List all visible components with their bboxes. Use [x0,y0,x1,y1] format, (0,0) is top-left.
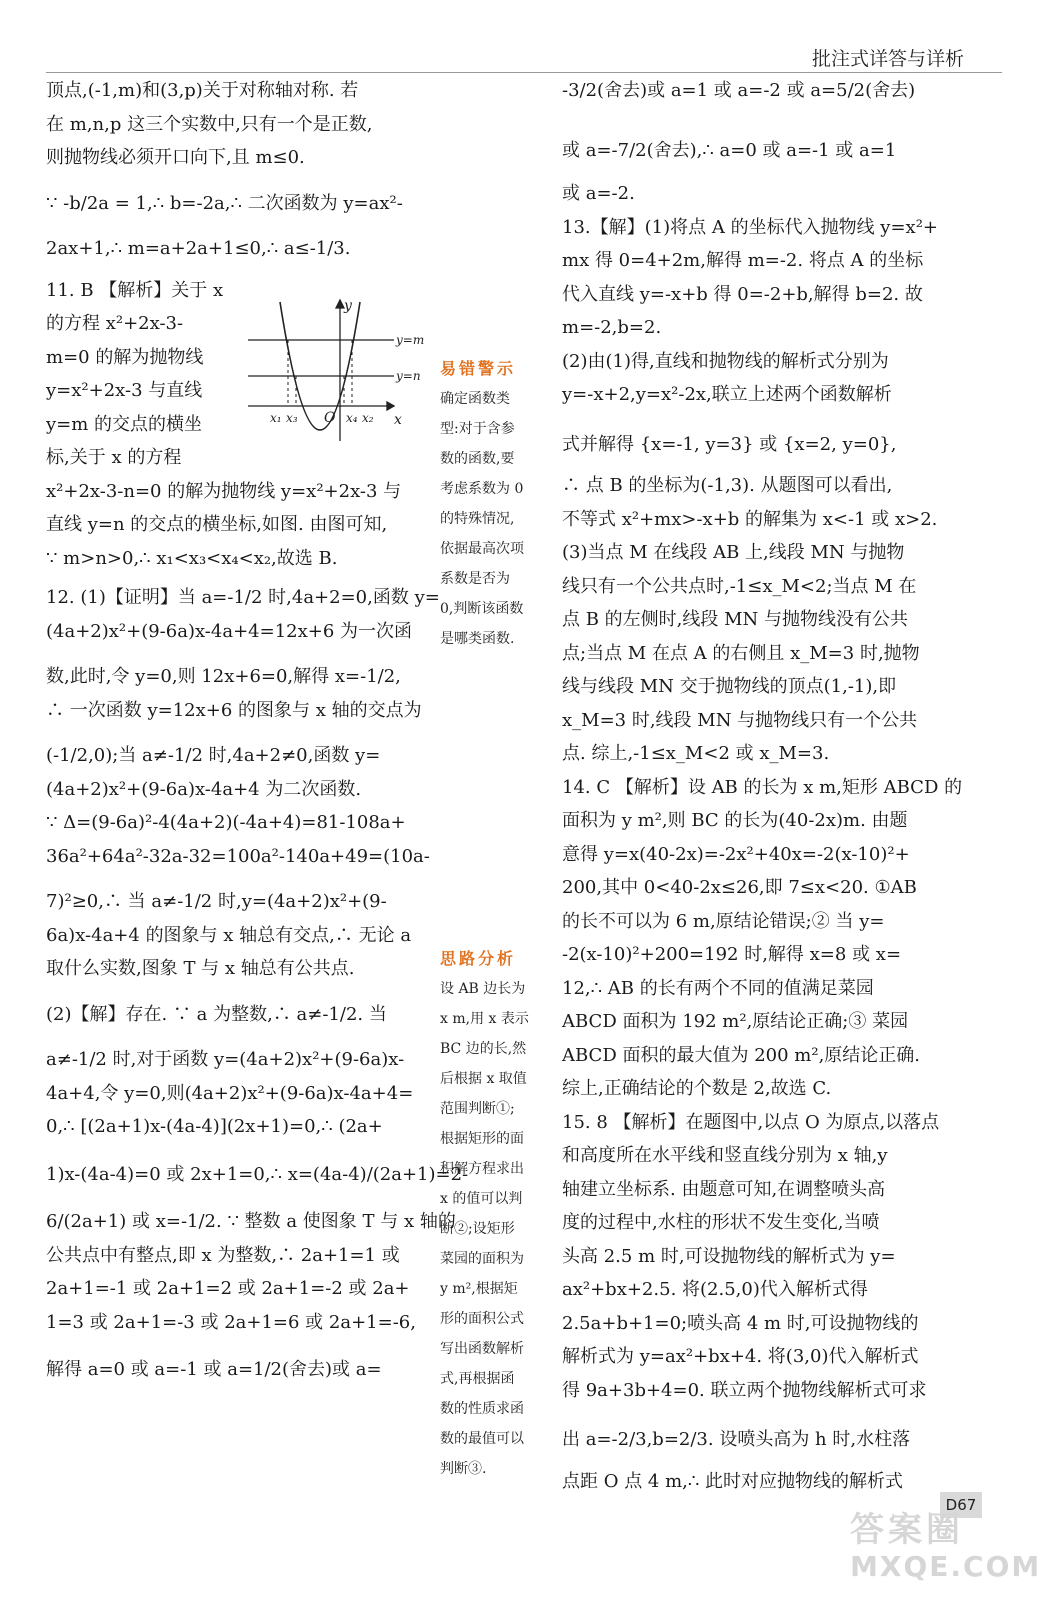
text-line: 判断③. [440,1461,487,1477]
text-line: 范围判断①; [440,1101,515,1117]
text-line: x m,用 x 表示 [440,1011,529,1027]
text-line: 14. C 【解析】设 AB 的长为 x m,矩形 ABCD 的 [562,776,963,798]
text-line: 2ax+1,∴ m=a+2a+1≤0,∴ a≤-1/3. [46,238,351,259]
text-line: BC 边的长,然 [440,1041,527,1057]
text-line: 的长不可以为 6 m,原结论错误;② 当 y= [562,910,885,932]
text-line: 度的过程中,水柱的形状不发生变化,当喷 [562,1212,880,1233]
text-line: 2.5a+b+1=0;喷头高 4 m 时,可设抛物线的 [562,1312,919,1334]
text-line: 数的最值可以 [440,1431,524,1447]
text-line: 积解方程求出 [440,1161,524,1177]
text-line: 形的面积公式 [440,1311,524,1327]
text-line: 解得 a=0 或 a=-1 或 a=1/2(舍去)或 a= [46,1359,382,1380]
text-line: (2)【解】存在. ∵ a 为整数,∴ a≠-1/2. 当 [46,1003,387,1025]
text-line: 7)²≥0,∴ 当 a≠-1/2 时,y=(4a+2)x²+(9- [46,891,387,912]
label-y-m: y=m [396,333,425,347]
watermark-bottom-text: MXQE.COM [850,1550,1042,1583]
watermark [850,1510,1040,1590]
text-line: 标,关于 x 的方程 [46,447,182,468]
text-line: 型:对于含参 [440,421,515,437]
label-x1: x₁ [270,411,282,425]
label-y-n: y=n [396,369,421,383]
text-line: 根据矩形的面 [440,1131,524,1147]
text-line: a≠-1/2 时,对于函数 y=(4a+2)x²+(9-6a)x- [46,1049,405,1070]
text-line: 1)x-(4a-4)=0 或 2x+1=0,∴ x=(4a-4)/(2a+1)=2- [46,1163,469,1185]
text-line: 直线 y=n 的交点的横坐标,如图. 由图可知, [46,514,388,535]
text-line: 则抛物线必须开口向下,且 m≤0. [46,147,305,168]
note-thinking-analysis-title: 思路分析 [440,949,517,968]
text-line: ∵ -b/2a = 1,∴ b=-2a,∴ 二次函数为 y=ax²- [46,192,403,214]
text-line: 数,此时,令 y=0,则 12x+6=0,解得 x=-1/2, [46,666,401,687]
text-line: 依据最高次项 [440,541,524,557]
text-line: 点;当点 M 在点 A 的右侧且 x_M=3 时,抛物 [562,642,920,664]
text-line: 的方程 x²+2x-3- [46,313,184,334]
text-line: 6a)x-4a+4 的图象与 x 轴总有交点,∴ 无论 a [46,924,412,946]
text-line: ∵ m>n>0,∴ x₁<x₃<x₄<x₂,故选 B. [46,547,338,569]
text-line: (4a+2)x²+(9-6a)x-4a+4=12x+6 为一次函 [46,620,413,642]
x-axis-arrow-icon [387,402,394,410]
text-line: 36a²+64a²-32a-32=100a²-140a+49=(10a- [46,845,430,867]
label-x-axis: x [394,412,402,428]
text-line: 考虑系数为 0 [440,481,524,497]
text-line: 写出函数解析 [440,1341,524,1357]
left-column [46,74,469,1387]
text-line: 是哪类函数. [440,631,515,647]
text-line: 式,再根据函 [440,1371,515,1387]
watermark-top-text: 答案圈 [850,1510,964,1550]
text-line: 点 B 的左侧时,线段 MN 与抛物线没有公共 [562,609,909,630]
text-line: 数的函数,要 [440,451,515,467]
text-line: 12. (1)【证明】当 a=-1/2 时,4a+2=0,函数 y= [46,587,440,608]
label-x4: x₄ [346,411,358,425]
text-line: 线只有一个公共点时,-1≤x_M<2;当点 M 在 [562,575,917,597]
text-line: 点距 O 点 4 m,∴ 此时对应抛物线的解析式 [562,1470,904,1492]
text-line: 出 a=-2/3,b=2/3. 设喷头高为 h 时,水柱落 [562,1429,911,1450]
text-line: 4a+4,令 y=0,则(4a+2)x²+(9-6a)x-4a+4= [46,1082,414,1104]
dashed-guides [288,340,352,406]
page-header-title: 批注式详答与详析 [811,48,964,70]
note-error-warning-title: 易错警示 [440,359,517,378]
text-line: 解析式为 y=ax²+bx+4. 将(3,0)代入解析式 [562,1346,919,1367]
text-line: m=-2,b=2. [562,317,662,338]
text-line: 13.【解】(1)将点 A 的坐标代入抛物线 y=x²+ [562,216,938,238]
page-number: D67 [940,1492,982,1518]
text-line: 取什么实数,图象 T 与 x 轴总有公共点. [46,958,355,979]
text-line: 15. 8 【解析】在题图中,以点 O 为原点,以落点 [562,1111,940,1133]
text-line: ABCD 面积为 192 m²,原结论正确;③ 菜园 [562,1011,909,1032]
text-line: ∴ 一次函数 y=12x+6 的图象与 x 轴的交点为 [46,699,422,721]
text-line: 或 a=-2. [562,183,635,204]
text-line: 在 m,n,p 这三个实数中,只有一个是正数, [46,113,373,135]
text-line: x 的值可以判 [440,1191,523,1207]
text-line: 轴建立坐标系. 由题意可知,在调整喷头高 [562,1178,886,1200]
text-line: 式并解得 {x=-1, y=3} 或 {x=2, y=0}, [562,433,897,455]
text-line: ∵ Δ=(9-6a)²-4(4a+2)(-4a+4)=81-108a+ [46,812,406,833]
right-column [562,74,982,1498]
text-line: 得 9a+3b+4=0. 联立两个抛物线解析式可求 [562,1379,927,1401]
text-line: 的特殊情况, [440,511,515,527]
text-line: ax²+bx+2.5. 将(2.5,0)代入解析式得 [562,1279,868,1300]
label-origin: O [324,410,336,426]
y-axis-arrow-icon [336,300,344,308]
text-line: (-1/2,0);当 a≠-1/2 时,4a+2≠0,函数 y= [46,745,381,766]
text-line: 和高度所在水平线和竖直线分别为 x 轴,y [562,1145,888,1166]
note-error-warning-body [440,384,558,654]
text-line: 200,其中 0<40-2x≤26,即 7≤x<20. ①AB [562,877,917,898]
text-line: ∴ 点 B 的坐标为(-1,3). 从题图可以看出, [562,475,893,496]
text-line: y=x²+2x-3 与直线 [46,380,203,401]
text-line: y=m 的交点的横坐 [46,413,203,435]
text-line: 后根据 x 取值 [440,1071,527,1087]
text-line: y m²,根据矩 [440,1281,518,1297]
text-line: 面积为 y m²,则 BC 的长为(40-2x)m. 由题 [562,810,908,831]
text-line: 数的性质求函 [440,1401,524,1417]
text-line: 设 AB 边长为 [440,981,526,997]
text-line: 综上,正确结论的个数是 2,故选 C. [562,1078,832,1099]
text-line: 点. 综上,-1≤x_M<2 或 x_M=3. [562,743,830,764]
text-line: 或 a=-7/2(舍去),∴ a=0 或 a=-1 或 a=1 [562,139,897,161]
text-line: x²+2x-3-n=0 的解为抛物线 y=x²+2x-3 与 [46,480,402,502]
text-line: (2)由(1)得,直线和抛物线的解析式分别为 [562,350,889,372]
text-line: 1=3 或 2a+1=-3 或 2a+1=6 或 2a+1=-6, [46,1311,416,1333]
label-y-axis: y [344,298,352,314]
parabola-figure [244,296,434,446]
text-line: 6/(2a+1) 或 x=-1/2. ∵ 整数 a 使图象 T 与 x 轴的 [46,1211,456,1232]
text-line: 公共点中有整点,即 x 为整数,∴ 2a+1=1 或 [46,1244,400,1266]
text-line: 头高 2.5 m 时,可设抛物线的解析式为 y= [562,1245,896,1267]
text-line: 确定函数类 [440,391,510,407]
note-thinking-analysis-body [440,974,558,1484]
text-line: -3/2(舍去)或 a=1 或 a=-2 或 a=5/2(舍去) [562,80,916,101]
text-line: (3)当点 M 在线段 AB 上,线段 MN 与抛物 [562,542,905,563]
text-line: 代入直线 y=-x+b 得 0=-2+b,解得 b=2. 故 [562,283,923,305]
text-line: ABCD 面积的最大值为 200 m²,原结论正确. [562,1044,921,1066]
text-line: 12,∴ AB 的长有两个不同的值满足菜园 [562,977,874,999]
text-line: mx 得 0=4+2m,解得 m=-2. 将点 A 的坐标 [562,250,924,271]
header-rule [46,72,1002,73]
text-line: -2(x-10)²+200=192 时,解得 x=8 或 x= [562,944,902,965]
text-line: x_M=3 时,线段 MN 与抛物线只有一个公共 [562,709,918,731]
text-line: 线与线段 MN 交于抛物线的顶点(1,-1),即 [562,676,897,697]
label-x2: x₂ [362,411,374,425]
label-x3: x₃ [286,411,298,425]
text-line: 断②;设矩形 [440,1221,515,1237]
text-line: m=0 的解为抛物线 [46,346,204,368]
text-line: 0,∴ [(2a+1)x-(4a-4)](2x+1)=0,∴ (2a+ [46,1116,383,1137]
text-line: 顶点,(-1,m)和(3,p)关于对称轴对称. 若 [46,80,359,101]
text-line: 系数是否为 [440,571,510,587]
note-error-warning [440,354,558,654]
text-line: 0,判断该函数 [440,601,524,617]
text-line: 不等式 x²+mx>-x+b 的解集为 x<-1 或 x>2. [562,508,938,530]
text-line: 11. B 【解析】关于 x [46,279,224,301]
text-line: y=-x+2,y=x²-2x,联立上述两个函数解析 [562,384,892,405]
text-line: 意得 y=x(40-2x)=-2x²+40x=-2(x-10)²+ [562,843,910,865]
text-line: 2a+1=-1 或 2a+1=2 或 2a+1=-2 或 2a+ [46,1278,410,1299]
note-thinking-analysis [440,944,558,1484]
text-line: 菜园的面积为 [440,1251,524,1267]
text-line: (4a+2)x²+(9-6a)x-4a+4 为二次函数. [46,778,362,800]
